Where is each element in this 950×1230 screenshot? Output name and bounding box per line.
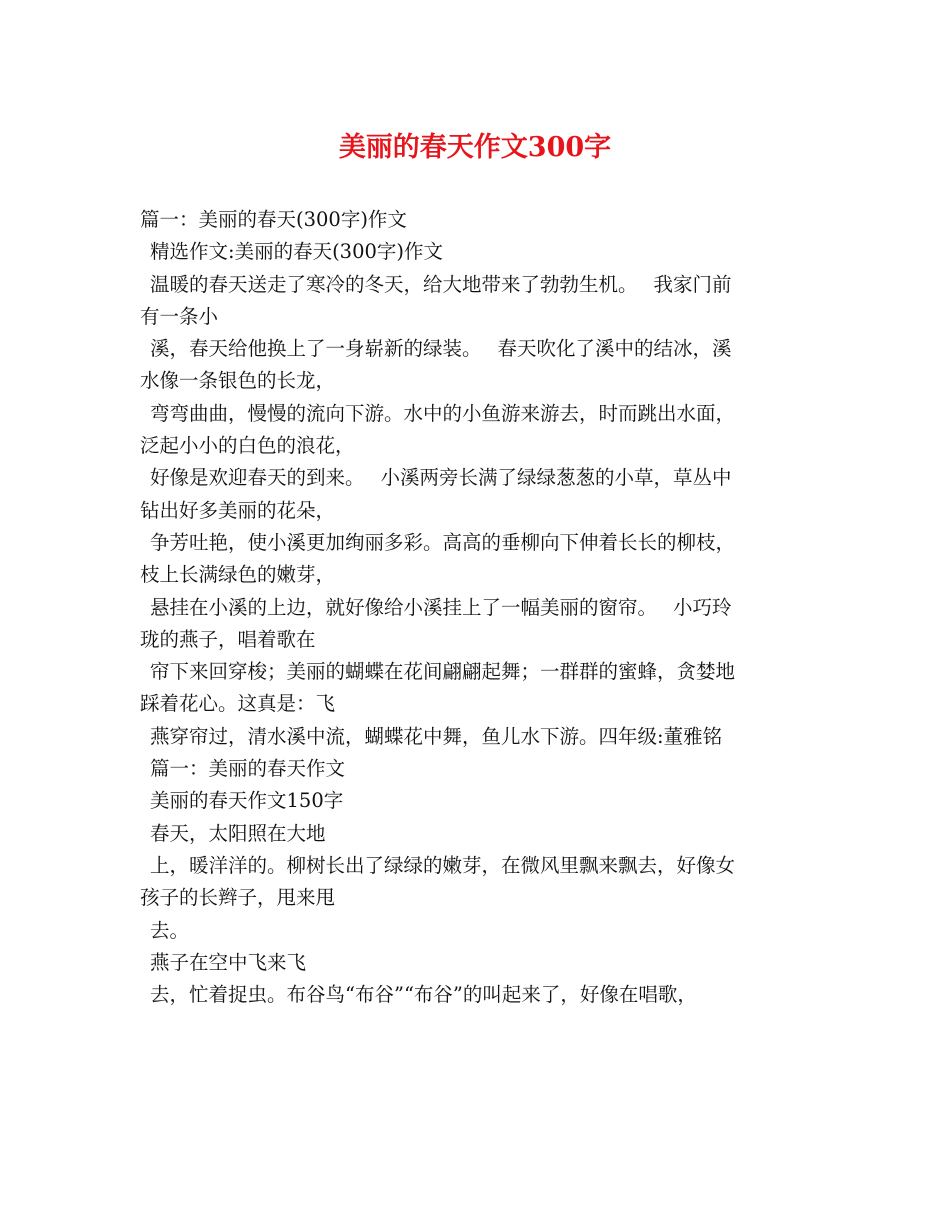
- text-line: 水像一条银色的长龙，: [140, 369, 336, 393]
- text-line: 去，忙着捉虫。布谷鸟“布谷”“布谷”的叫起来了，好像在唱歌，: [150, 983, 697, 1007]
- text-line: 燕子在空中飞来飞: [150, 950, 307, 974]
- document-body: [140, 204, 820, 1011]
- text-line: 溪，春天给他换上了一身崭新的绿装。 春天吹化了溪中的结冰，溪: [150, 337, 732, 361]
- text-line: 帘下来回穿梭；美丽的蝴蝶在花间翩翩起舞；一群群的蜜蜂，贪婪地: [150, 660, 736, 684]
- text-line: 上，暖洋洋的。柳树长出了绿绿的嫩芽，在微风里飘来飘去，好像女: [150, 853, 736, 877]
- text-line: 去。: [150, 918, 190, 942]
- text-line: 有一条小: [140, 304, 219, 328]
- text-line: 悬挂在小溪的上边，就好像给小溪挂上了一幅美丽的窗帘。 小巧玲: [150, 595, 732, 619]
- text-line: 泛起小小的白色的浪花，: [140, 434, 355, 458]
- text-line: 春天，太阳照在大地: [150, 821, 326, 845]
- text-line: 温暖的春天送走了寒冷的冬天，给大地带来了勃勃生机。 我家门前: [150, 272, 732, 296]
- page-title: 美丽的春天作文300字: [338, 132, 612, 163]
- text-line: 燕穿帘过，清水溪中流，蝴蝶花中舞，鱼儿水下游。四年级:董雅铭: [150, 724, 723, 748]
- text-line: 精选作文:美丽的春天(300字)作文: [150, 240, 444, 264]
- text-line: 钻出好多美丽的花朵，: [140, 498, 336, 522]
- text-line: 孩子的长辫子，甩来甩: [140, 886, 336, 910]
- text-line: 美丽的春天作文150字: [150, 789, 344, 813]
- text-line: 好像是欢迎春天的到来。 小溪两旁长满了绿绿葱葱的小草，草丛中: [150, 466, 732, 490]
- text-line: 珑的燕子，唱着歌在: [140, 627, 316, 651]
- text-line: 篇一：美丽的春天作文: [150, 757, 346, 781]
- text-line: 篇一：美丽的春天(300字)作文: [140, 208, 407, 231]
- text-line: 枝上长满绿色的嫩芽，: [140, 563, 336, 587]
- text-line: 踩着花心。这真是：飞: [140, 692, 336, 716]
- text-line: 争芳吐艳，使小溪更加绚丽多彩。高高的垂柳向下伸着长长的柳枝，: [150, 530, 736, 554]
- text-line: 弯弯曲曲，慢慢的流向下游。水中的小鱼游来游去，时而跳出水面，: [150, 401, 736, 425]
